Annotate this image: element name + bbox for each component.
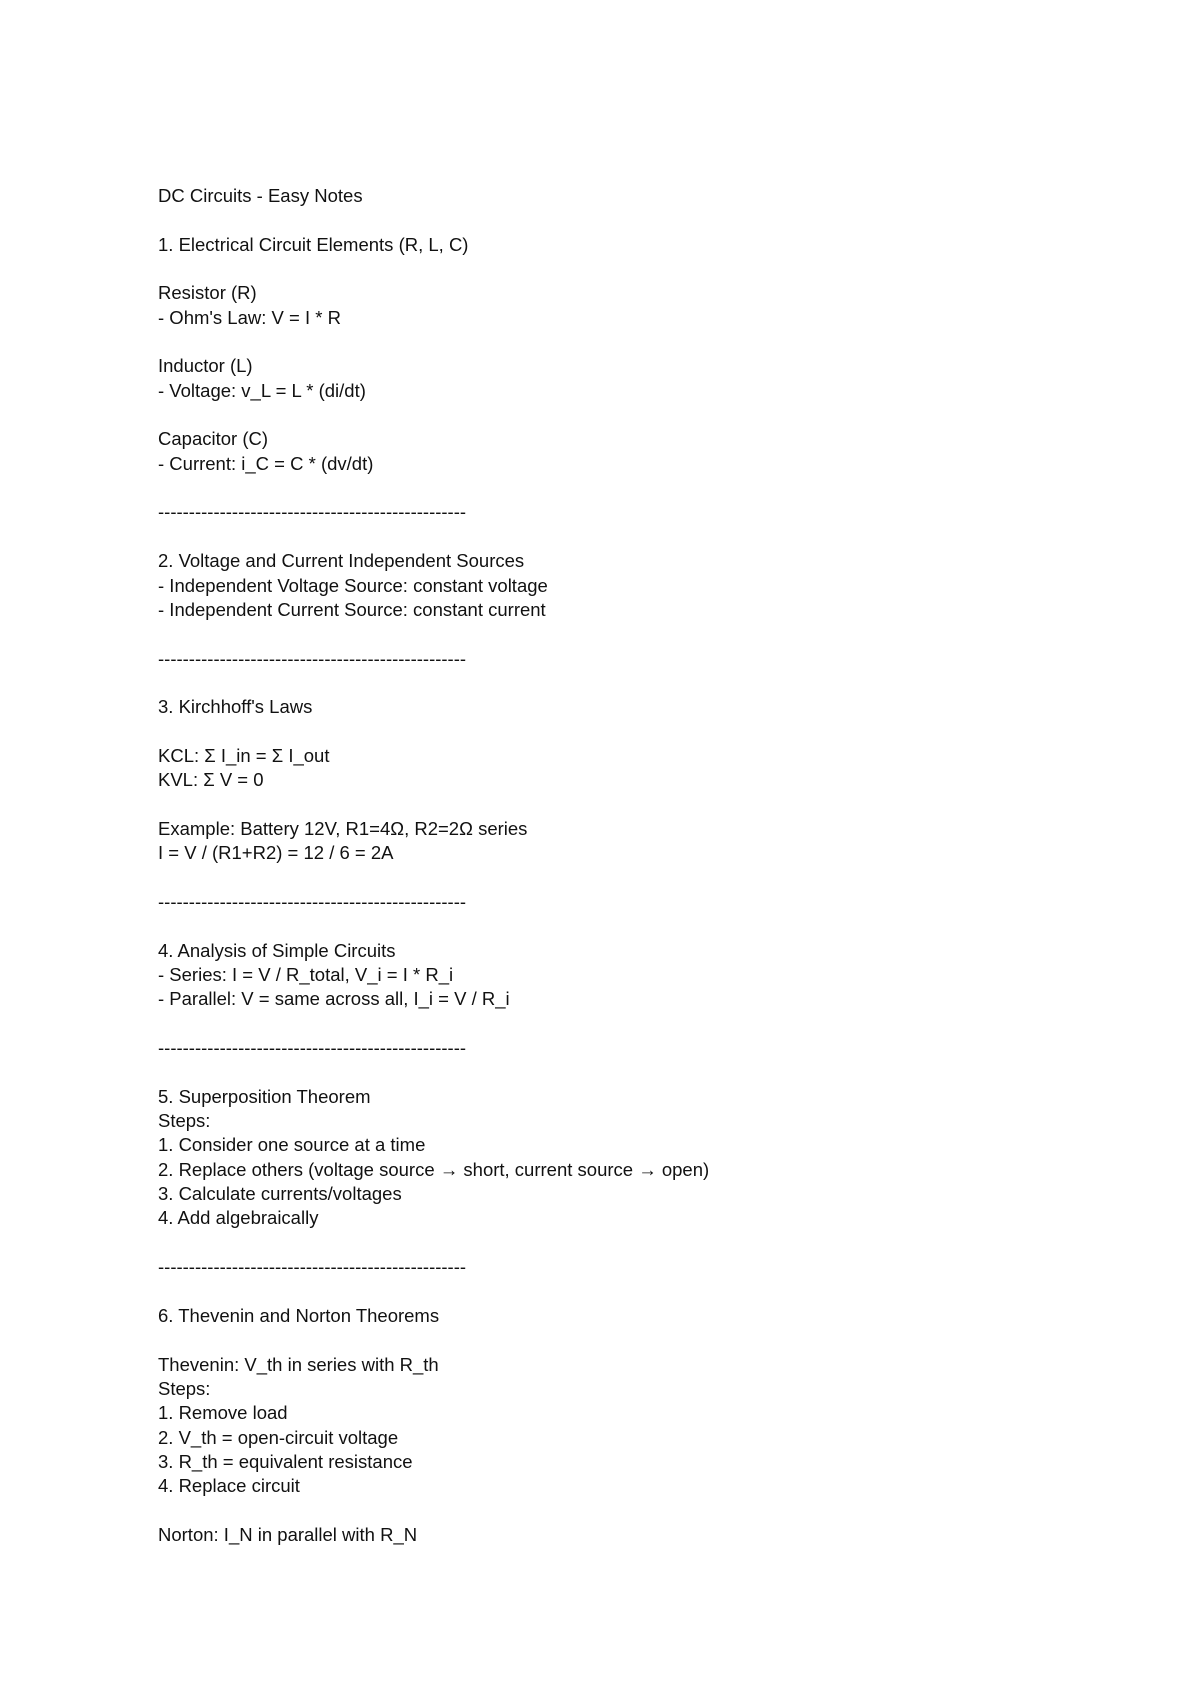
- section-heading: 1. Electrical Circuit Elements (R, L, C): [158, 233, 469, 255]
- bullet-line: - Parallel: V = same across all, I_i = V / R_i: [158, 988, 510, 1010]
- text-line: Inductor (L): [158, 355, 253, 377]
- section-heading: 6. Thevenin and Norton Theorems: [158, 1304, 440, 1326]
- text-line: Norton: I_N in parallel with R_N: [158, 1523, 418, 1545]
- blank-line: [158, 1060, 1118, 1084]
- blank-line: [158, 622, 1118, 646]
- text-line: Steps:: [158, 1110, 211, 1132]
- bullet-line: - Independent Current Source: constant current: [158, 598, 546, 620]
- text-line: Steps:: [158, 1377, 211, 1399]
- text-line: KCL: Σ I_in = Σ I_out: [158, 744, 330, 766]
- blank-line: [158, 1328, 1118, 1352]
- bullet-line: - Current: i_C = C * (dv/dt): [158, 452, 374, 474]
- step-line: 2. Replace others (voltage source → short, current source → open): [158, 1158, 710, 1180]
- blank-line: [158, 476, 1118, 500]
- blank-line: [158, 525, 1118, 549]
- step-line: 4. Replace circuit: [158, 1475, 300, 1497]
- section-heading: 2. Voltage and Current Independent Sources: [158, 550, 525, 572]
- section-heading: 4. Analysis of Simple Circuits: [158, 939, 396, 961]
- blank-line: [158, 914, 1118, 938]
- step-line: 1. Remove load: [158, 1402, 288, 1424]
- text-line: Example: Battery 12V, R1=4Ω, R2=2Ω series: [158, 817, 528, 839]
- text-line: KVL: Σ V = 0: [158, 769, 264, 791]
- section-divider: --------------------------------------------------: [158, 1037, 467, 1059]
- bullet-line: - Ohm's Law: V = I * R: [158, 306, 341, 328]
- section-heading: 5. Superposition Theorem: [158, 1085, 371, 1107]
- blank-line: [158, 671, 1118, 695]
- step-line: 4. Add algebraically: [158, 1207, 319, 1229]
- blank-line: [158, 866, 1118, 890]
- text-line: Capacitor (C): [158, 428, 268, 450]
- text-line: I = V / (R1+R2) = 12 / 6 = 2A: [158, 842, 394, 864]
- blank-line: [158, 330, 1118, 354]
- blank-line: [158, 1231, 1118, 1255]
- section-heading: 3. Kirchhoff's Laws: [158, 696, 313, 718]
- section-divider: --------------------------------------------------: [158, 647, 467, 669]
- text-line: Resistor (R): [158, 282, 257, 304]
- blank-line: [158, 1012, 1118, 1036]
- blank-line: [158, 793, 1118, 817]
- bullet-line: - Series: I = V / R_total, V_i = I * R_i: [158, 964, 454, 985]
- blank-line: [158, 403, 1118, 427]
- step-line: 3. R_th = equivalent resistance: [158, 1450, 413, 1472]
- blank-line: [158, 208, 1118, 232]
- step-line: 3. Calculate currents/voltages: [158, 1183, 402, 1205]
- step-line: 2. V_th = open-circuit voltage: [158, 1426, 399, 1448]
- blank-line: [158, 257, 1118, 281]
- bullet-line: - Independent Voltage Source: constant voltage: [158, 574, 548, 596]
- section-divider: --------------------------------------------------: [158, 1256, 467, 1278]
- blank-line: [158, 720, 1118, 744]
- document-title: DC Circuits - Easy Notes: [158, 185, 363, 206]
- section-divider: --------------------------------------------------: [158, 890, 467, 912]
- section-divider: --------------------------------------------------: [158, 501, 467, 523]
- text-line: Thevenin: V_th in series with R_th: [158, 1353, 439, 1375]
- document-text: [158, 184, 1118, 1547]
- step-line: 1. Consider one source at a time: [158, 1134, 426, 1156]
- blank-line: [158, 1499, 1118, 1523]
- bullet-line: - Voltage: v_L = L * (di/dt): [158, 379, 366, 401]
- blank-line: [158, 1279, 1118, 1303]
